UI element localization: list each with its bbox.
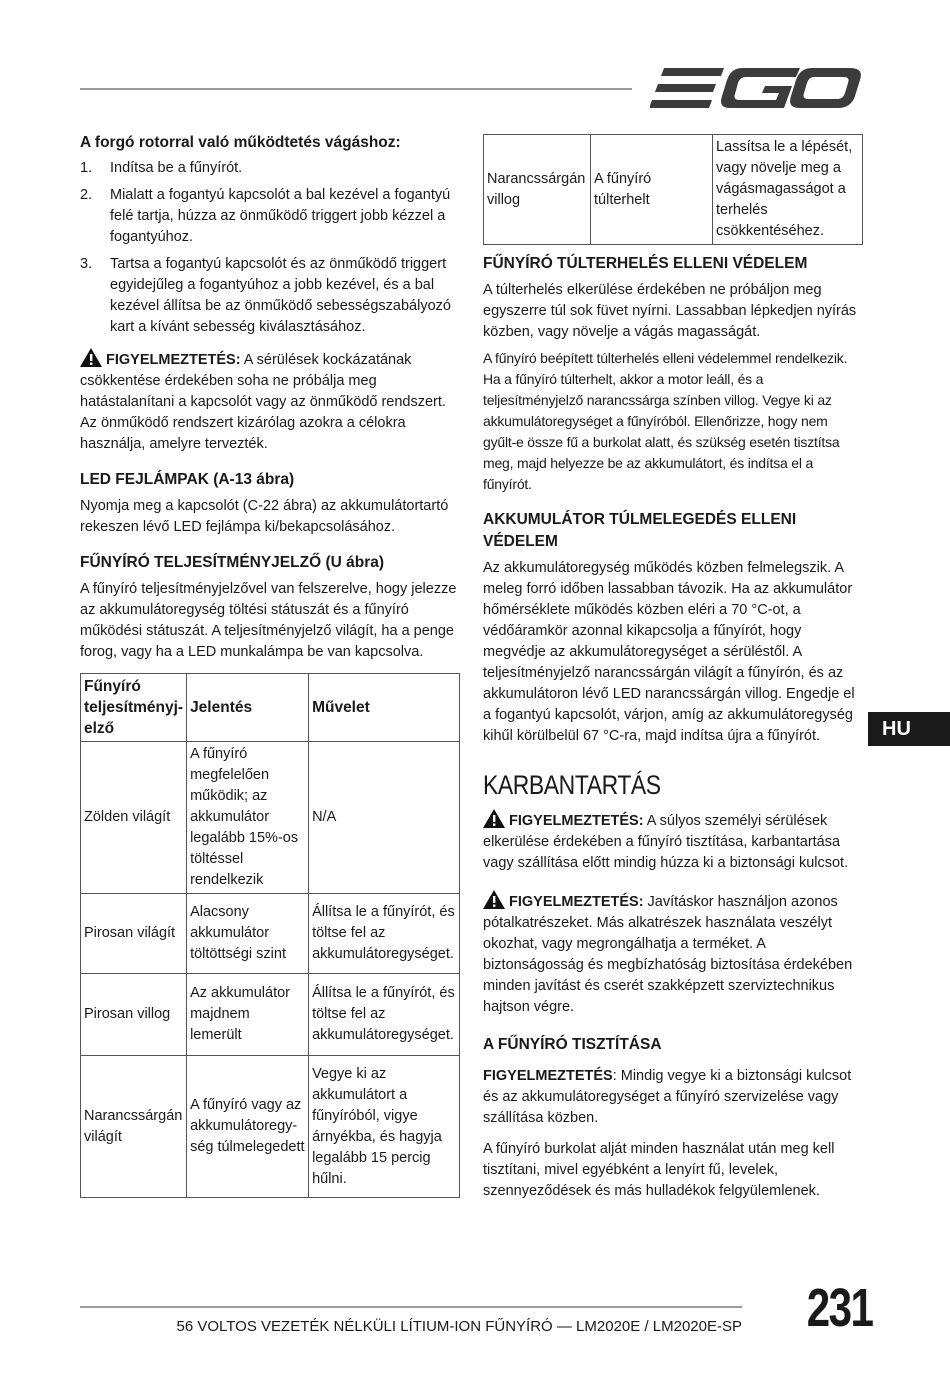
language-tab: HU xyxy=(868,712,950,746)
warning-title: FIGYELMEZTETÉS: xyxy=(509,894,644,910)
maintenance-title: KARBANTARTÁS xyxy=(483,770,661,800)
warning-text: : Mindig vegye ki a biztonsági kulcsot és az akkumulátoregységet a fűnyíró szervizelése vagy szállítása közben. xyxy=(483,1068,852,1126)
ego-logo xyxy=(650,64,862,112)
warning-title: FIGYELMEZTETÉS: xyxy=(509,813,644,829)
left-column xyxy=(80,132,460,1198)
step-number: 1. xyxy=(80,160,93,176)
overload-heading: FŰNYÍRÓ TÚLTERHELÉS ELLENI VÉDELEM xyxy=(483,255,808,272)
steps-list xyxy=(80,158,460,338)
warning-text: A sérülések kockázatának csökkentése érdekében soha ne próbálja meg hatástalanítani a kapcsolót vagy az önműködő rendszert. Az önműködő rendszert kizárólag azokra a célokra használja, amelyre tervezték. xyxy=(80,352,446,452)
table-row xyxy=(81,894,460,974)
battery-heading: AKKUMULÁTOR TÚLMELEGEDÉS ELLENI VÉDELEM xyxy=(483,511,797,550)
table-cell: A fűnyíró vagy az akkumulátoregy-ség túlmelegedett xyxy=(187,1056,309,1198)
table-header-row xyxy=(81,674,460,742)
table-row xyxy=(81,742,460,894)
battery-text: Az akkumulátoregység működés közben felmelegszik. A meleg forró időben lassabban távozik. Ha az akkumulátor hőmérséklete működés közben eléri a 70 °C-ot, a védőáramkör azonnal kikapcsolja a fűnyírót, hogy megvédje az akkumulátoregységet a sérüléstől. A teljesítményjelző narancssárgán világít a fűnyírón, és az akkumulátoron lévő LED narancssárgán villog. Engedje el a fogantyú kapcsolót, várjon, amíg az akkumulátoregység kihűl körülbelül 67 °C-ra, majd indítsa újra a fűnyírót. xyxy=(483,560,855,744)
table-cell: A fűnyíró túlterhelt xyxy=(591,135,713,245)
table-cell: Állítsa le a fűnyírót, és töltse fel az akkumulátoregységet. xyxy=(309,894,460,974)
list-item xyxy=(80,185,460,248)
table-row xyxy=(81,974,460,1056)
table-cell: Az akkumulátor majdnem lemerült xyxy=(187,974,309,1056)
table-cell: Zölden világít xyxy=(81,742,187,894)
table-row xyxy=(484,135,863,245)
table-cell: Narancssárgán villog xyxy=(484,135,591,245)
table-row xyxy=(81,1056,460,1198)
cleaning-text: A fűnyíró burkolat alját minden használat után meg kell tisztítani, mivel egyébként a lenyírt fű, levelek, szennyeződések és más hulladékok felgyülemlenek. xyxy=(483,1141,835,1199)
cleaning-warning xyxy=(483,1066,863,1129)
step-number: 3. xyxy=(80,256,93,272)
led-text: Nyomja meg a kapcsolót (C-22 ábra) az akkumulátortartó rekeszen lévő LED fejlámpa ki/bekapcsolásához. xyxy=(80,498,449,535)
table-cell: N/A xyxy=(309,742,460,894)
header-rule xyxy=(80,88,632,90)
warning-title: FIGYELMEZTETÉS xyxy=(483,1068,613,1084)
indicator-table-continued xyxy=(483,134,863,245)
right-column xyxy=(483,134,863,1202)
warning-paragraph xyxy=(483,890,863,1018)
warning-paragraph xyxy=(80,348,460,455)
table-cell: Pirosan világít xyxy=(81,894,187,974)
footer-rule xyxy=(80,1306,742,1308)
warning-triangle-icon xyxy=(483,809,505,828)
warning-triangle-icon xyxy=(80,348,102,367)
overload-text-1: A túlterhelés elkerülése érdekében ne próbáljon meg egyszerre túl sok füvet nyírni. Lassabban lépkedjen nyírás közben, vagy növelje a vágás magasságát. xyxy=(483,282,857,340)
indicator-table xyxy=(80,673,460,1198)
warning-paragraph xyxy=(483,809,863,874)
page-number: 231 xyxy=(806,1278,873,1338)
indicator-heading: FŰNYÍRÓ TELJESÍTMÉNYJELZŐ (U ábra) xyxy=(80,554,385,571)
footer-text: 56 VOLTOS VEZETÉK NÉLKÜLI LÍTIUM-ION FŰNYÍRÓ — LM2020E / LM2020E-SP xyxy=(176,1318,742,1335)
overload-text-2: A fűnyíró beépített túlterhelés elleni védelemmel rendelkezik. Ha a fűnyíró túlterhelt, akkor a motor leáll, és a teljesítményjelző narancssárga színben villog. Vegye ki az akkumulátoregységet a fűnyíróból. Ellenőrizze, hogy nem gyűlt-e össze fű a burkolat alatt, és szükség esetén tisztítsa meg, majd helyezze be az akkumulátort, és indítsa el a fűnyírót. xyxy=(483,350,848,492)
table-header-cell: Fűnyíró teljesítményj-elző xyxy=(81,674,187,742)
table-cell: Vegye ki az akkumulátort a fűnyíróból, vigye árnyékba, és hagyja legalább 15 percig hűlni. xyxy=(309,1056,460,1198)
table-header-cell: Művelet xyxy=(309,674,460,742)
table-cell: Lassítsa le a lépését, vagy növelje meg a vágásmagasságot a terhelés csökkentéséhez. xyxy=(713,135,863,245)
step-text: Indítsa be a fűnyírót. xyxy=(110,160,243,176)
list-item xyxy=(80,158,460,179)
maintenance-title-wrap xyxy=(483,769,863,801)
list-item xyxy=(80,254,460,338)
table-cell: A fűnyíró megfelelően működik; az akkumulátor legalább 15%-os töltéssel rendelkezik xyxy=(187,742,309,894)
table-header-cell: Jelentés xyxy=(187,674,309,742)
warning-title: FIGYELMEZTETÉS: xyxy=(106,352,241,368)
table-cell: Narancssárgán világít xyxy=(81,1056,187,1198)
cleaning-heading: A FŰNYÍRÓ TISZTÍTÁSA xyxy=(483,1036,662,1053)
table-cell: Pirosan villog xyxy=(81,974,187,1056)
step-number: 2. xyxy=(80,187,93,203)
table-cell: Állítsa le a fűnyírót, és töltse fel az akkumulátoregységet. xyxy=(309,974,460,1056)
step-text: Mialatt a fogantyú kapcsolót a bal kezével a fogantyú felé tartja, húzza az önműködő triggert jobb kézzel a fogantyúhoz. xyxy=(110,187,451,245)
warning-triangle-icon xyxy=(483,890,505,909)
step-text: Tartsa a fogantyú kapcsolót és az önműködő triggert egyidejűleg a fogantyúhoz a jobb kezével, és a bal kezével állítsa be az önműködő sebességszabályozó kart a kívánt sebesség kiválasztásához. xyxy=(110,256,451,335)
warning-text: Javításkor használjon azonos pótalkatrészeket. Más alkatrészek használata veszélyt okozhat, vagy megrongálhatja a terméket. A biztonságosság és megbízhatóság biztosítása érdekében minden javítást és cserét szakképzett szerviztechnikus hajtson végre. xyxy=(483,894,853,1015)
rotor-heading: A forgó rotorral való működtetés vágáshoz: xyxy=(80,134,401,151)
warning-text: A súlyos személyi sérülések elkerülése érdekében a fűnyíró tisztítása, karbantartása vagy szállítása előtt mindig húzza ki a biztonsági kulcsot. xyxy=(483,813,849,871)
indicator-text: A fűnyíró teljesítményjelzővel van felszerelve, hogy jelezze az akkumulátoregység töltési státuszát és a fűnyíró működési státuszát. A teljesítményjelző világít, ha a penge forog, vagy ha a LED munkalámpa be van kapcsolva. xyxy=(80,581,457,660)
led-heading: LED FEJLÁMPAK (A-13 ábra) xyxy=(80,471,295,488)
table-cell: Alacsony akkumulátor töltöttségi szint xyxy=(187,894,309,974)
